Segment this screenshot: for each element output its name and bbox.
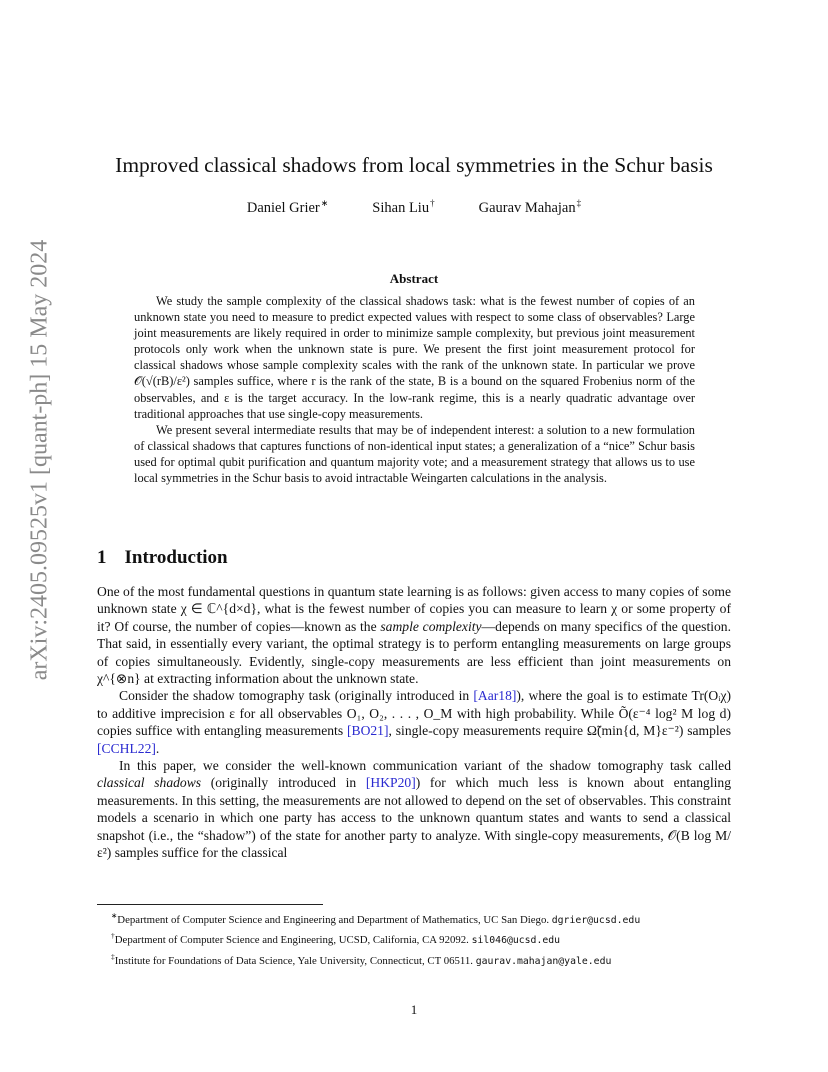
email-link[interactable]: dgrier@ucsd.edu	[551, 915, 641, 926]
author-mark: †	[430, 198, 435, 208]
footnote-mark: ∗	[111, 911, 118, 920]
emphasis: sample complexity	[380, 618, 482, 634]
citation-link[interactable]: [HKP20]	[365, 775, 416, 791]
footnote-divider	[97, 904, 323, 905]
footnote-text: Department of Computer Science and Engineering and Department of Mathematics, UC San Diego.	[117, 914, 550, 926]
footnote-text: Department of Computer Science and Engineering, UCSD, California, CA 92092.	[114, 934, 469, 947]
arxiv-identifier: arXiv:2405.09525v1 [quant-ph] 15 May 2024	[26, 239, 53, 681]
abstract-heading: Abstract	[389, 271, 439, 286]
citation-link[interactable]: [Aar18]	[473, 688, 517, 704]
section-number: 1	[97, 547, 107, 568]
footnote	[97, 928, 731, 948]
footnote-mark: †	[111, 931, 115, 941]
author-name: Daniel Grier	[246, 200, 320, 216]
author-name: Gaurav Mahajan	[478, 200, 576, 216]
body-paragraph	[97, 583, 731, 687]
body-paragraph	[97, 757, 731, 861]
email-link[interactable]: gaurav.mahajan@yale.edu	[475, 955, 612, 967]
footnotes	[97, 908, 731, 969]
citation-link[interactable]: [BO21]	[346, 723, 389, 739]
section-heading	[97, 547, 733, 569]
author-list	[96, 198, 732, 217]
paper-title: Improved classical shadows from local symmetries in the Schur basis	[115, 153, 713, 177]
text-run: In this paper, we consider the well-known communication variant of the shadow tomography task called	[119, 758, 731, 774]
author	[372, 198, 434, 217]
introduction-body	[97, 583, 731, 862]
text-run: .	[155, 740, 160, 756]
arxiv-watermark	[22, 240, 58, 680]
footnote-mark: ‡	[111, 951, 115, 961]
citation-link[interactable]: [CCHL22]	[97, 740, 156, 756]
text-run: One of the most fundamental questions in quantum state learning is as follows: given access to many copies of some unknown state χ ∈ ℂ^{d×d}, what is the fewest number of copies you can measure to learn χ or some property of it? Of course, the number of copies—known as the	[97, 584, 731, 634]
section-title: Introduction	[124, 547, 228, 568]
abstract-paragraph: We present several intermediate results that may be of independent interest: a solution to a new formulation of classical shadows that captures functions of non-identical input states; a generalization of a “nice” Schur basis used for optimal qubit purification and quantum majority vote; and a measurement strategy that allows us to use local symmetries in the Schur basis to avoid intractable Weingarten calculations in the analysis.	[134, 422, 695, 486]
footnote-text: Institute for Foundations of Data Science, Yale University, Connecticut, CT 06511.	[114, 954, 473, 967]
body-paragraph	[97, 687, 731, 757]
abstract-body	[134, 293, 695, 486]
author-mark: ∗	[320, 198, 329, 208]
text-run: (originally introduced in	[201, 775, 366, 791]
email-link[interactable]: sil046@ucsd.edu	[471, 935, 561, 947]
author-mark: ‡	[576, 198, 582, 208]
emphasis: classical shadows	[97, 775, 202, 791]
text-run: ) for which much less is known about entangling measurements. In this setting, the measurements are not allowed to depend on the set of observables. This constraint models a scenario in which one party has access to the unknown quantum states and wants to send a classical snapshot (i.e., the “shadow”) of the state for another party to analyze. With single-copy measurements, 𝒪(B log M/ε²) samples suffice for the classical	[97, 775, 731, 861]
text-run: ), where the goal is to estimate Tr(Oᵢχ) to additive imprecision ε for all observables O₁, O₂, . . . , O_M with high probability. While Õ(ε⁻⁴ log² M log d) copies suffice with entangling measurements	[97, 688, 732, 739]
text-run: —depends on many specifics of the question. That said, in essentially every variant, the optimal strategy is to perform entangling measurements on large groups of copies simultaneously. Evidently, single-copy measurements are less efficient than joint measurements on χ^{⊗n} at extracting information about the unknown state.	[97, 618, 732, 687]
text-run: Consider the shadow tomography task (originally introduced in	[119, 688, 474, 704]
page-number: 1	[410, 1002, 418, 1017]
footnote	[97, 949, 731, 969]
author	[479, 198, 582, 217]
author	[247, 198, 328, 217]
footnote	[97, 908, 731, 928]
text-run: , single-copy measurements require Ω̃(min{d, M}ε⁻²) samples	[388, 723, 731, 739]
author-name: Sihan Liu	[372, 200, 430, 216]
abstract-paragraph: We study the sample complexity of the classical shadows task: what is the fewest number of copies of an unknown state you need to measure to predict expected values with respect to some class of observables? Large joint measurements are likely required in order to minimize sample complexity, but previous joint measurement protocols only work when the unknown state is pure. We present the first joint measurement protocol for classical shadows whose sample complexity scales with the rank of the unknown state. In particular we prove 𝒪(√(rB)/ε²) samples suffice, where r is the rank of the state, B is a bound on the squared Frobenius norm of the observables, and ε is the target accuracy. In the low-rank regime, this is a nearly quadratic advantage over traditional approaches that use single-copy measurements.	[134, 294, 695, 421]
